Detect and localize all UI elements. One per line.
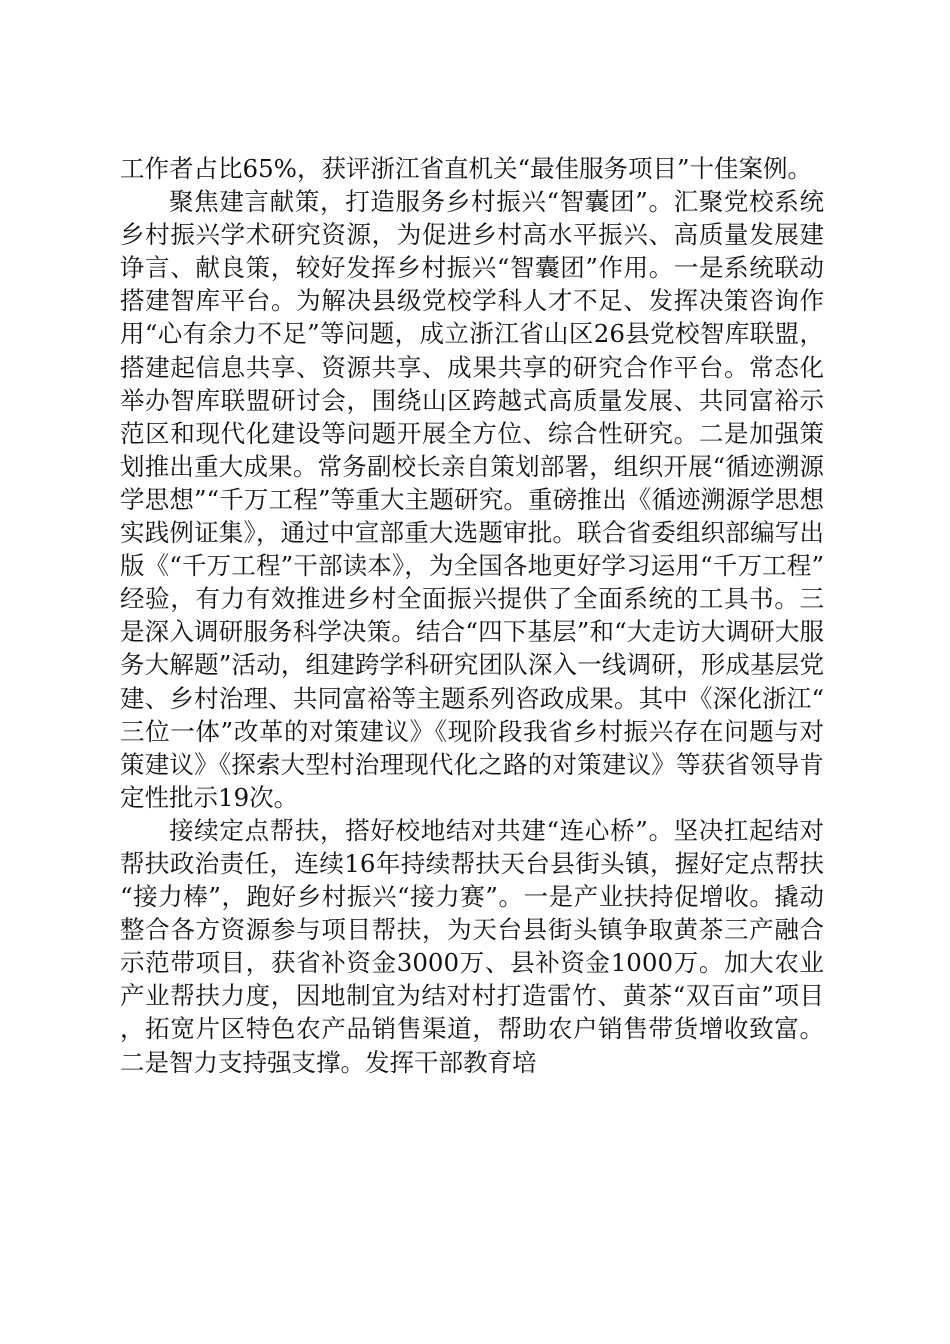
document-body xyxy=(120,152,824,1079)
paragraph-continuation: 工作者占比65%，获评浙江省直机关“最佳服务项目”十佳案例。 xyxy=(120,154,813,183)
paragraph-targeted-assistance: 接续定点帮扶，搭好校地结对共建“连心桥”。坚决扛起结对帮扶政治责任，连续16年持续帮扶天台县街头镇，握好定点帮扶“接力棒”，跑好乡村振兴“接力赛”。一是产业扶持促增收。撬动整合各方资源参与项目帮扶，为天台县街头镇争取黄茶三产融合示范带项目，获省补资金3000万、县补资金1000万。加大农业产业帮扶力度，因地制宜为结对村打造雷竹、黄茶“双百亩”项目，拓宽片区特色农产品销售渠道，帮助农户销售带货增收致富。二是智力支持强支撑。发挥干部教育培 xyxy=(120,815,824,1077)
paragraph-think-tank: 聚焦建言献策，打造服务乡村振兴“智囊团”。汇聚党校系统乡村振兴学术研究资源，为促进乡村高水平振兴、高质量发展建诤言、献良策，较好发挥乡村振兴“智囊团”作用。一是系统联动搭建智库平台。为解决县级党校学科人才不足、发挥决策咨询作用“心有余力不足”等问题，成立浙江省山区26县党校智库联盟，搭建起信息共享、资源共享、成果共享的研究合作平台。常态化举办智库联盟研讨会，围绕山区跨越式高质量发展、共同富裕示范区和现代化建设等问题开展全方位、综合性研究。二是加强策划推出重大成果。常务副校长亲自策划部署，组织开展“循迹溯源学思想”“千万工程”等重大主题研究。重磅推出《循迹溯源学思想实践例证集》，通过中宣部重大选题审批。联合省委组织部编写出版《“千万工程”干部读本》，为全国各地更好学习运用“千万工程”经验，有力有效推进乡村全面振兴提供了全面系统的工具书。三是深入调研服务科学决策。结合“四下基层”和“大走访大调研大服务大解题”活动，组建跨学科研究团队深入一线调研，形成基层党建、乡村治理、共同富裕等主题系列咨政成果。其中《深化浙江“三位一体”改革的对策建议》《现阶段我省乡村振兴存在问题与对策建议》《探索大型村治理现代化之路的对策建议》等获省领导肯定性批示19次。 xyxy=(120,187,824,812)
